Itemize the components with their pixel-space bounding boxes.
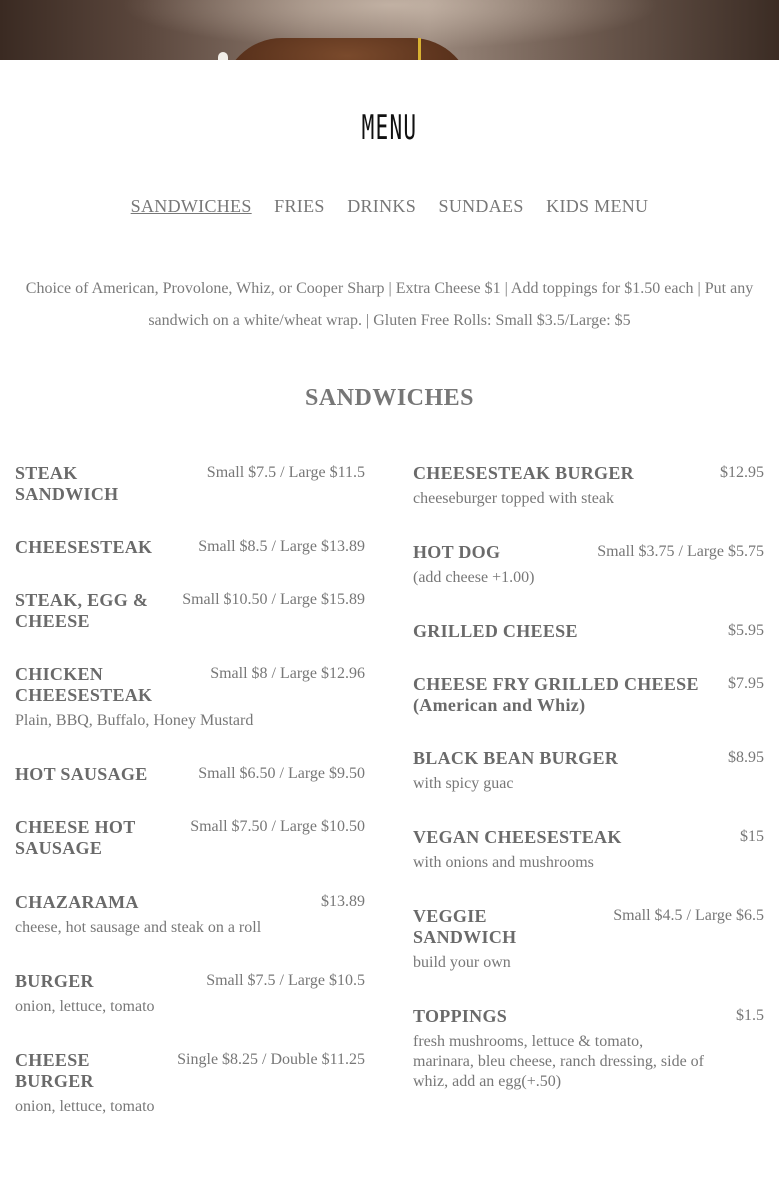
- tab-sandwiches[interactable]: SANDWICHES: [130, 196, 252, 216]
- item-price: $1.5: [736, 1007, 764, 1024]
- item-name: STEAK, EGG & CHEESE: [15, 590, 149, 631]
- item-description: with spicy guac: [413, 775, 514, 792]
- menu-item: [413, 621, 764, 642]
- menu-item: [413, 674, 764, 716]
- item-name: TOPPINGS: [413, 1006, 508, 1026]
- item-price: Small $6.50 / Large $9.50: [198, 765, 365, 782]
- item-description: with onions and mushrooms: [413, 854, 594, 871]
- item-name: CHEESE FRY GRILLED CHEESE (American and Whiz): [413, 674, 699, 715]
- menu-item: [15, 1050, 365, 1117]
- hero-highlight: [218, 52, 228, 60]
- menu-item: [413, 748, 764, 794]
- item-price: $8.95: [728, 749, 764, 766]
- menu-item: [413, 906, 764, 973]
- section-title: SANDWICHES: [304, 385, 475, 411]
- menu-item: [413, 827, 764, 873]
- item-name: BLACK BEAN BURGER: [413, 748, 619, 768]
- item-price: Single $8.25 / Double $11.25: [177, 1051, 365, 1068]
- menu-item: [15, 817, 365, 859]
- item-price: Small $4.5 / Large $6.5: [613, 907, 764, 924]
- item-description: onion, lettuce, tomato: [15, 1098, 155, 1115]
- menu-item: [15, 590, 365, 632]
- menu-item: [15, 971, 365, 1017]
- tab-drinks[interactable]: DRINKS: [347, 196, 417, 216]
- item-description: Plain, BBQ, Buffalo, Honey Mustard: [15, 712, 254, 729]
- item-description: onion, lettuce, tomato: [15, 998, 155, 1015]
- item-price: Small $7.5 / Large $11.5: [206, 464, 365, 481]
- menu-item: [15, 463, 365, 505]
- item-price: $5.95: [728, 622, 764, 639]
- menu-item: [15, 537, 365, 558]
- item-name: CHICKEN CHEESESTEAK: [15, 664, 153, 705]
- item-name: HOT DOG: [413, 542, 501, 562]
- menu-item: [15, 892, 365, 938]
- tab-fries[interactable]: FRIES: [274, 196, 325, 216]
- item-price: Small $8.5 / Large $13.89: [198, 538, 365, 555]
- item-price: Small $3.75 / Large $5.75: [597, 543, 764, 560]
- item-price: $7.95: [728, 675, 764, 692]
- item-description: (add cheese +1.00): [413, 569, 535, 586]
- hero-toothpick: [418, 38, 421, 60]
- tab-sundaes[interactable]: SUNDAES: [438, 196, 524, 216]
- item-name: STEAK SANDWICH: [15, 463, 119, 504]
- item-description: build your own: [413, 954, 511, 971]
- tab-kids-menu[interactable]: KIDS MENU: [546, 196, 649, 216]
- item-name: VEGAN CHEESESTEAK: [413, 827, 622, 847]
- item-name: BURGER: [15, 971, 94, 991]
- item-name: GRILLED CHEESE: [413, 621, 578, 641]
- item-price: Small $8 / Large $12.96: [210, 665, 365, 682]
- item-description: fresh mushrooms, lettuce & tomato, marinara, bleu cheese, ranch dressing, side of whiz, add an egg(+.50): [413, 1033, 704, 1090]
- menu-item: [15, 764, 365, 785]
- item-price: Small $7.5 / Large $10.5: [206, 972, 365, 989]
- item-price: $13.89: [321, 893, 365, 910]
- item-price: Small $10.50 / Large $15.89: [182, 591, 365, 608]
- item-price: Small $7.50 / Large $10.50: [190, 818, 365, 835]
- menu-item: [413, 542, 764, 588]
- item-description: cheeseburger topped with steak: [413, 490, 614, 507]
- item-name: CHEESESTEAK BURGER: [413, 463, 634, 483]
- menu-item: [413, 463, 764, 509]
- item-name: CHEESESTEAK: [15, 537, 153, 557]
- item-name: VEGGIE SANDWICH: [413, 906, 517, 947]
- menu-item: [413, 1006, 764, 1092]
- menu-tabs: [0, 196, 779, 217]
- item-price: $15: [740, 828, 764, 845]
- menu-note: Choice of American, Provolone, Whiz, or Cooper Sharp | Extra Cheese $1 | Add toppings for $1.50 each | Put any sandwich on a white/wheat wrap. | Gluten Free Rolls: Small $3.5/Large: $5: [25, 280, 754, 329]
- menu-item: [15, 664, 365, 731]
- hero-banner-image: [0, 0, 779, 60]
- item-name: CHEESE HOT SAUSAGE: [15, 817, 136, 858]
- item-price: $12.95: [720, 464, 764, 481]
- item-name: CHEESE BURGER: [15, 1050, 94, 1091]
- item-description: cheese, hot sausage and steak on a roll: [15, 919, 262, 936]
- menu-title: MENU: [361, 108, 418, 148]
- item-name: CHAZARAMA: [15, 892, 139, 912]
- item-name: HOT SAUSAGE: [15, 764, 148, 784]
